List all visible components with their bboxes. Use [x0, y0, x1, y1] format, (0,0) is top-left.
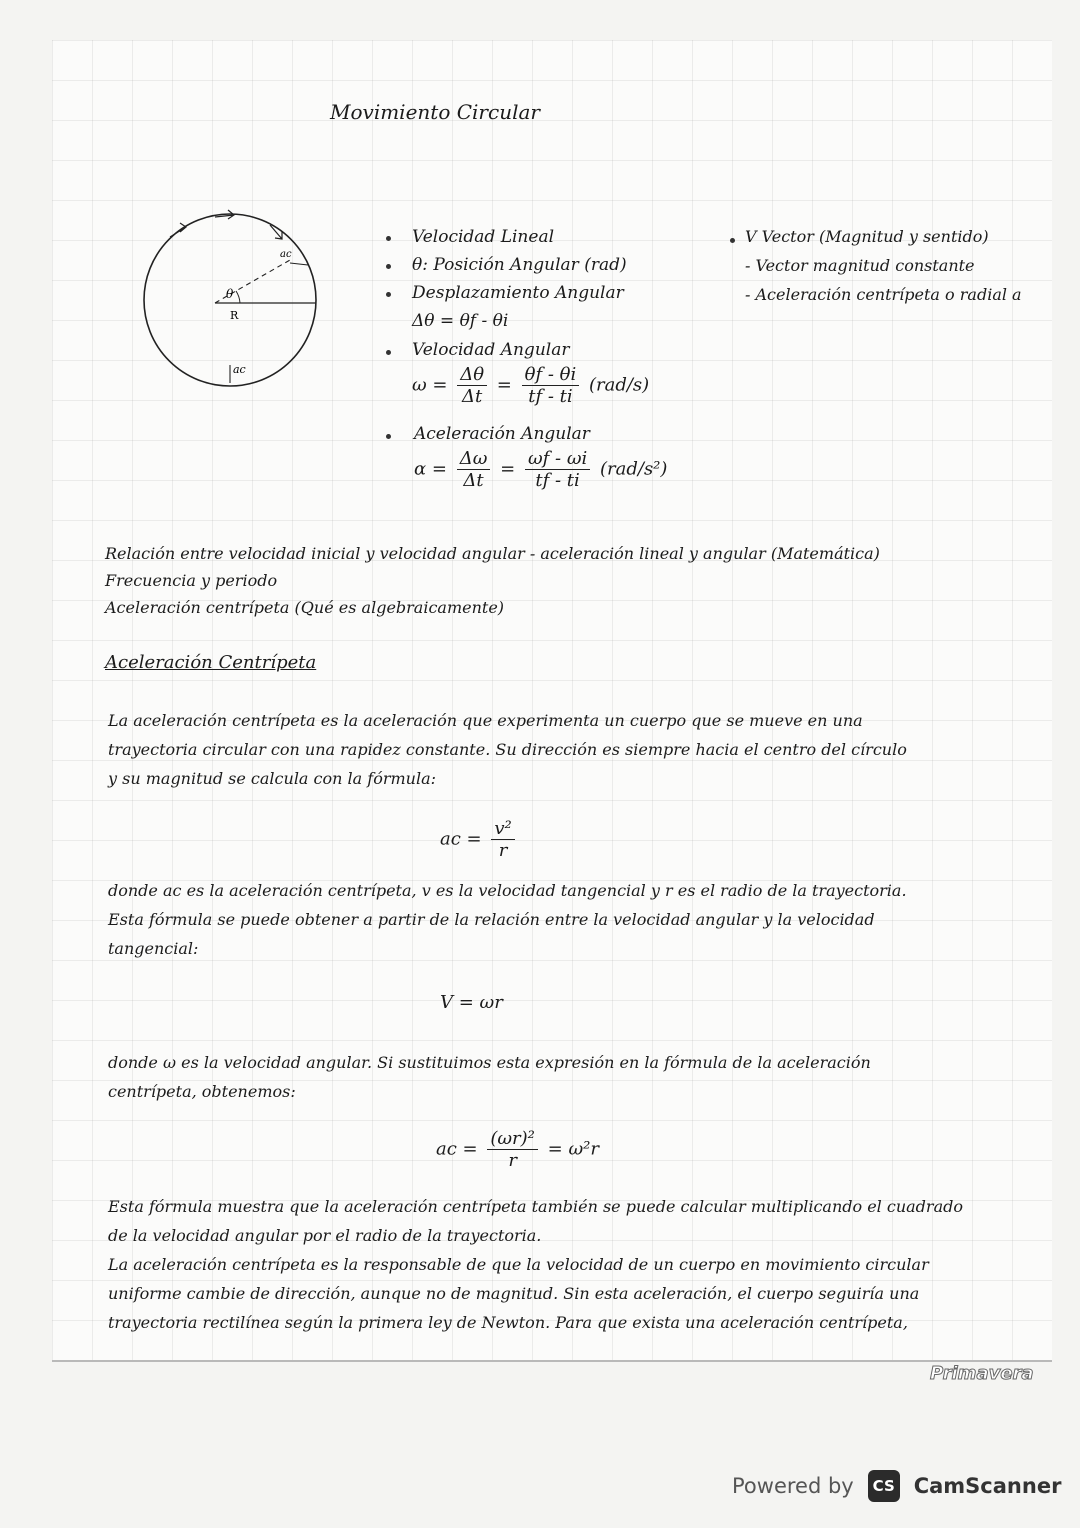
relation-line-2: Frecuencia y periodo	[105, 571, 278, 590]
bullet-aceleracion-angular: Aceleración Angular	[414, 424, 590, 444]
f1-fraction	[491, 818, 514, 861]
omega-eq: =	[496, 374, 512, 396]
p3-line-2: centrípeta, obtenemos:	[108, 1082, 296, 1101]
ac-top-label: ac	[280, 249, 292, 260]
paragraph-2	[108, 876, 907, 963]
camscanner-footer	[732, 1470, 1061, 1502]
alpha-den-1: Δt	[463, 470, 484, 491]
alpha-num-2: ωf - ωi	[525, 448, 590, 470]
p3-line-1: donde ω es la velocidad angular. Si sustituimos esta expresión en la fórmula de la aceleración	[108, 1053, 871, 1072]
tangential-velocity-formula: V = ωr	[440, 992, 503, 1013]
paragraph-4	[108, 1192, 963, 1337]
alpha-unit: (rad/s²)	[600, 458, 668, 480]
arrow-ac-right	[290, 263, 308, 265]
bullet-dot	[386, 236, 391, 241]
alpha-fraction-2	[525, 448, 590, 491]
omega-fraction-2	[522, 364, 580, 407]
circle-diagram	[130, 205, 330, 395]
ac-bottom-label: ac	[233, 363, 246, 376]
bullet-posicion-angular: θ: Posición Angular (rad)	[412, 255, 627, 275]
camscanner-name: CamScanner	[913, 1474, 1062, 1498]
relation-line-3: Aceleración centrípeta (Qué es algebraicamente)	[105, 598, 505, 617]
bullet-dot	[386, 264, 391, 269]
alpha-num-1: Δω	[457, 448, 491, 470]
p4-line-5: trayectoria rectilínea según la primera ley de Newton. Para que exista una aceleración centrípeta,	[108, 1313, 908, 1332]
angle-arc	[236, 291, 240, 303]
camscanner-logo-icon: CS	[868, 1470, 900, 1502]
bullet-desplazamiento-angular: Desplazamiento Angular	[412, 283, 624, 303]
alpha-den-2: tf - ti	[535, 470, 580, 491]
p4-line-3: La aceleración centrípeta es la responsable de que la velocidad de un cuerpo en movimiento circular	[108, 1255, 929, 1274]
p2-line-2: Esta fórmula se puede obtener a partir de la relación entre la velocidad angular y la velocidad	[108, 910, 875, 929]
alpha-formula	[414, 448, 667, 491]
p1-line-3: y su magnitud se calcula con la fórmula:	[108, 769, 437, 788]
relation-line-1: Relación entre velocidad inicial y velocidad angular - aceleración lineal y angular (Matemática)	[105, 544, 880, 563]
p4-line-4: uniforme cambie de dirección, aunque no de magnitud. Sin esta aceleración, el cuerpo seguiría una	[108, 1284, 920, 1303]
relations-block	[105, 540, 880, 621]
omega-fraction-1	[457, 364, 487, 407]
p4-line-2: de la velocidad angular por el radio de la trayectoria.	[108, 1226, 542, 1245]
bullet-velocidad-lineal: Velocidad Lineal	[412, 227, 555, 247]
arrow-top-left	[170, 223, 186, 237]
vector-note: V Vector (Magnitud y sentido)	[745, 227, 989, 246]
p4-line-1: Esta fórmula muestra que la aceleración centrípeta también se puede calcular multiplicando el cuadrado	[108, 1197, 963, 1216]
p2-line-1: donde ac es la aceleración centrípeta, v es la velocidad tangencial y r es el radio de la trayectoria.	[108, 881, 907, 900]
bullet-dot	[386, 292, 391, 297]
bullet-dot	[386, 350, 391, 355]
page-title: Movimiento Circular	[330, 100, 540, 124]
p2-line-3: tangencial:	[108, 939, 199, 958]
primavera-logo: Primavera	[930, 1363, 1034, 1384]
f1-den: r	[498, 840, 508, 861]
delta-theta-formula: Δθ = θf - θi	[412, 311, 509, 331]
omega-num-1: Δθ	[457, 364, 487, 386]
radial-acceleration-note: - Aceleración centrípeta o radial a	[745, 285, 1022, 304]
alpha-eq: =	[500, 458, 516, 480]
f1-lhs: ac =	[440, 828, 482, 850]
omega-num-2: θf - θi	[522, 364, 580, 386]
omega-lhs: ω =	[412, 374, 448, 396]
f3-fraction	[487, 1128, 538, 1171]
f3-num: (ωr)²	[487, 1128, 538, 1150]
omega-unit: (rad/s)	[588, 374, 650, 396]
theta-label: θ	[226, 287, 234, 301]
vector-magnitude-note: - Vector magnitud constante	[745, 256, 975, 275]
bullet-dot	[730, 238, 735, 243]
alpha-lhs: α =	[414, 458, 447, 480]
bullet-dot	[386, 434, 391, 439]
centripetal-formula	[440, 818, 519, 861]
f3-den: r	[508, 1150, 517, 1171]
p1-line-1: La aceleración centrípeta es la aceleración que experimenta un cuerpo que se mueve en una	[108, 711, 863, 730]
f3-lhs: ac =	[436, 1138, 478, 1160]
alpha-fraction-1	[457, 448, 491, 491]
p1-line-2: trayectoria circular con una rapidez constante. Su dirección es siempre hacia el centro del círculo	[108, 740, 907, 759]
substituted-formula	[436, 1128, 599, 1171]
powered-by-text: Powered by	[732, 1474, 854, 1498]
section-title: Aceleración Centrípeta	[105, 652, 317, 673]
omega-formula	[412, 364, 649, 407]
f3-rhs: = ω²r	[547, 1138, 599, 1160]
omega-den-1: Δt	[462, 386, 483, 407]
radius-label: R	[230, 309, 239, 322]
omega-den-2: tf - ti	[528, 386, 573, 407]
paragraph-3	[108, 1048, 871, 1106]
bullet-velocidad-angular: Velocidad Angular	[412, 340, 570, 360]
paragraph-1	[108, 706, 907, 793]
f1-num: v²	[491, 818, 514, 840]
